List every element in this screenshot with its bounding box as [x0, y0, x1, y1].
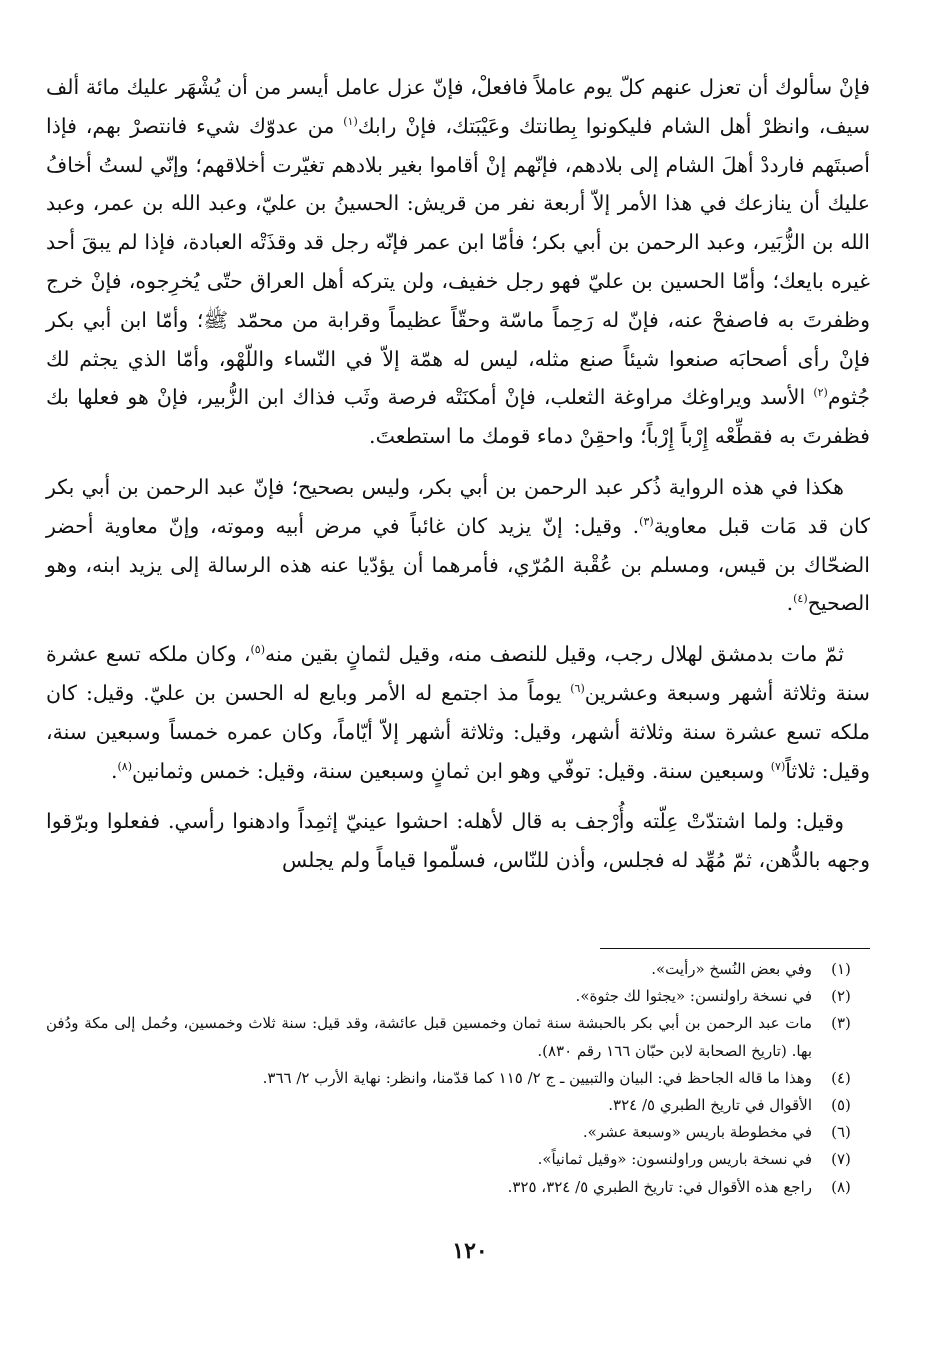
footnote-text: في نسخة باريس وراولنسون: «وقيل ثمانياً». — [537, 1150, 812, 1169]
footnote-4 — [46, 1065, 870, 1092]
footnote-ref-3: (٣) — [639, 514, 654, 528]
footnote-number: (٧) — [831, 1150, 851, 1169]
footnote-ref-1: (١) — [343, 114, 358, 128]
footnote-2 — [46, 983, 870, 1010]
footnotes — [46, 956, 870, 1201]
footnote-text: في مخطوطة باريس «وسبعة عشر». — [582, 1123, 812, 1142]
paragraph-1-text-a: فإنْ سألوك أن تعزل عنهم كلّ يوم عاملاً فافعلْ، فإنّ عزل عامل أيسر من أن يُشْهَر عليك مائة ألف سيف، وانظرْ أهل الشام فليكونوا بِطانتك وعَيْبَتك، فإنْ رابك — [46, 75, 870, 138]
paragraph-2-text-c: . — [786, 591, 794, 616]
paragraph-1-text-b: من عدوّك شيء فانتصرْ بهم، فإذا أصبتَهم فارددْ أهلَ الشام إلى بلادهم، فإنّهم إنْ أقاموا بغير بلادهم تغيّرت أخلاقهم؛ وإنّي لستُ أخافُ عليك أن ينازعك في هذا الأمر إلاّ أربعة نفر من قريش: الحسينُ بن عليّ، وعبد الله بن عمر، وعبد الله بن الزُّبَير، وعبد الرحمن بن أبي بكر؛ فأمّا ابن عمر فإنّه رجل قد وقذَتْه العبادة، فإذا لم يبقَ أحد غيره بايعك؛ وأمّا الحسين بن عليّ فهو رجل خفيف، ولن يتركه أهل العراق حتّى يُخرِجوه، فإنْ خرج وظفرتَ به فاصفحْ عنه، فإنّ له رَحِماً ماسّة وحقّاً عظيماً وقرابة من محمّد ﷺ؛ وأمّا ابن أبي بكر فإنْ رأى أصحابَه صنعوا شيئاً صنع مثله، ليس له همّة إلاّ في النّساء واللّهْو، وأمّا الذي يجثم لك جُثوم — [46, 113, 870, 410]
footnote-text: في نسخة راولنسن: «يجثوا لك جثوة». — [575, 987, 812, 1006]
main-text — [46, 68, 870, 880]
paragraph-1 — [46, 68, 870, 456]
footnote-1 — [46, 956, 870, 983]
footnote-8 — [46, 1174, 870, 1201]
footnote-number: (٦) — [831, 1123, 851, 1142]
paragraph-2-text-a: هكذا في هذه الرواية ذُكر عبد الرحمن بن أبي بكر، وليس بصحيح؛ فإنّ عبد الرحمن بن أبي بكر كان قد مَات قبل معاوية — [46, 474, 870, 538]
footnote-5 — [46, 1092, 870, 1119]
footnote-3 — [46, 1010, 870, 1064]
footnote-text: وهذا ما قاله الجاحظ في: البيان والتبيين ـ ج ٢/ ١١٥ كما قدّمنا، وانظر: نهاية الأرب ٢/ ٣٦٦. — [262, 1068, 812, 1087]
footnote-number: (٣) — [831, 1014, 851, 1033]
paragraph-3-text-e: . — [110, 758, 118, 783]
page-number: ١٢٠ — [452, 1238, 488, 1264]
footnote-divider — [600, 948, 870, 949]
footnote-text: الأقوال في تاريخ الطبري ٥/ ٣٢٤. — [608, 1096, 812, 1115]
footnote-number: (٢) — [831, 987, 851, 1006]
footnote-number: (٤) — [831, 1068, 851, 1087]
footnote-text: راجع هذه الأقوال في: تاريخ الطبري ٥/ ٣٢٤، ٣٢٥. — [507, 1177, 812, 1196]
paragraph-3-text-d: وسبعين سنة. وقيل: توفّي وهو ابن ثمانٍ وسبعين سنة، وقيل: خمس وثمانين — [131, 758, 771, 783]
paragraph-4: وقيل: ولما اشتدّتْ عِلّته وأُرْجف به قال لأهله: احشوا عينيّ إثمِداً وادهنوا رأسي. ففعلوا وبرّقوا وجهه بالدُّهن، ثمّ مُهِّد له فجلس، وأذن للنّاس، فسلّموا قياماً ولم يجلس — [46, 809, 870, 873]
paragraph-1-text-c: الأسد ويراوغك مراوغة الثعلب، فإنْ أمكنَتْه فرصة وثَب فذاك ابن الزُّبير، فإنْ هو فعلها بك فظفرتَ به فقطِّعْه إِرْباً إِرْباً؛ واحقِنْ دماء قومك ما استطعتَ. — [46, 385, 870, 449]
paragraph-3-text-b: ، وكان ملكه تسع عشرة سنة وثلاثة أشهر وسبعة وعشرين — [46, 642, 870, 705]
footnote-7 — [46, 1146, 870, 1173]
footnote-ref-7: (٧) — [770, 759, 786, 773]
footnote-text: مات عبد الرحمن بن أبي بكر بالحبشة سنة ثمان وخمسين قبل عائشة، وقد قيل: سنة ثلاث وخمسين، وحُمل إلى مكة ودُفن بها. (تاريخ الصحابة لابن حبّان ١٦٦ رقم ٨٣٠). — [46, 1014, 812, 1060]
footnote-ref-6: (٦) — [570, 682, 585, 696]
paragraph-3-text-c: يوماً مذ اجتمع له الأمر وبايع له الحسن بن عليّ. وقيل: كان ملكه تسع عشرة سنة وثلاثة أشهر، وقيل: وثلاثة أشهر إلاّ أيّاماً، وكان عمره خمساً وسبعين سنة، وقيل: ثلاثاً — [46, 680, 870, 783]
footnote-number: (٨) — [831, 1177, 851, 1196]
paragraph-2-text-b: . وقيل: إنّ يزيد كان غائباً في مرض أبيه وموته، وإنّ معاوية أحضر الضحّاك بن قيس، ومسلم بن عُقْبة المُرّي، فأمرهما أن يؤدّيا عنه هذه الرسالة إلى يزيد ابنه، وهو الصحيح — [46, 513, 870, 616]
paragraph-2 — [46, 468, 870, 623]
footnote-ref-2: (٢) — [813, 386, 828, 400]
paragraph-3-text-a: ثمّ مات بدمشق لهلال رجب، وقيل للنصف منه، وقيل لثمانٍ بقين منه — [265, 642, 844, 667]
footnote-ref-4: (٤) — [793, 592, 808, 606]
footnote-6 — [46, 1119, 870, 1146]
footnote-ref-5: (٥) — [250, 643, 265, 657]
footnote-ref-8: (٨) — [117, 759, 132, 773]
footnote-text: وفي بعض النُسخ «رأيت». — [651, 960, 812, 978]
footnote-number: (١) — [831, 960, 851, 978]
footnote-number: (٥) — [831, 1096, 851, 1115]
paragraph-3 — [46, 635, 870, 790]
